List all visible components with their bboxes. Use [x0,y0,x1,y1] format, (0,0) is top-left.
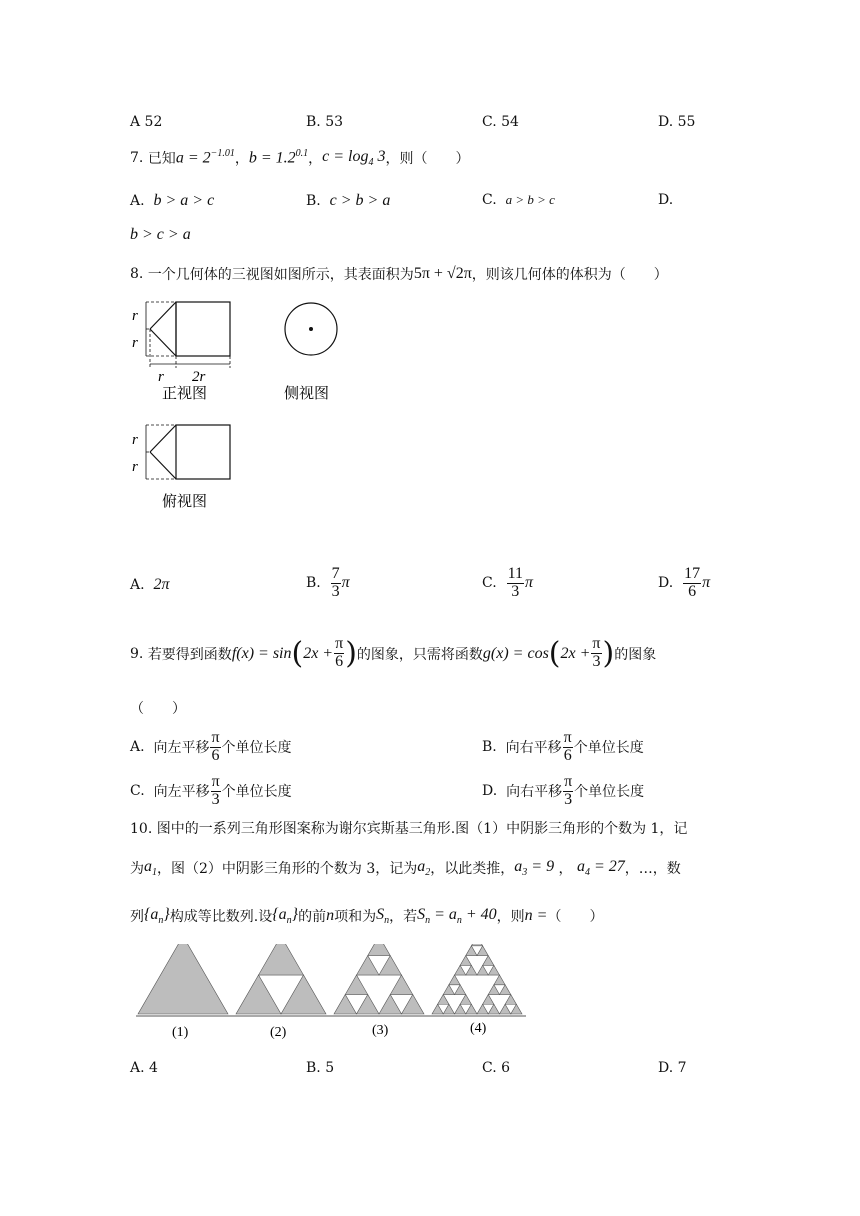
shaded-triangle-2 [259,944,304,975]
q9-paren: （ ） [130,701,186,717]
shaded-triangle-4 [443,1004,454,1014]
shaded-triangle-4 [471,944,482,946]
q8-option-c: C. $\frac{11}{3}$ π [482,565,533,600]
shaded-triangle-4 [511,1004,522,1014]
front-dim-r-top: r [132,308,138,324]
shaded-triangle-4 [494,975,505,985]
q10-stem-line3: 列 $\{a_n\}$ 构成等比数列.设 $\{a_n\}$ 的前 n 项和为 $S_n$ ，若 $S_n = a_n + 40$ ，则 n = （ ） [130,906,604,927]
shaded-triangle-4 [500,985,511,995]
shaded-triangle-3 [357,995,380,1014]
q7-a-expr: $a = 2^{-1.01}$ [175,148,235,167]
q8-option-d: D. $\frac{17}{6}$ π [658,565,711,600]
shaded-triangle-2 [236,975,281,1014]
shaded-triangle-4 [455,985,466,995]
q8-option-a: A. 2π [130,576,170,593]
q9-option-b: B. 向右平移 $\frac{\pi}{6}$ 个单位长度 [482,729,644,764]
shaded-triangle-4 [505,995,516,1005]
shaded-triangle-3 [345,975,368,994]
shaded-triangle-4 [466,965,477,975]
q6-option-a: A 52 [130,114,163,130]
q7-known: 已知 [147,151,176,168]
fig-label-2: (2) [270,1025,287,1040]
shaded-triangle-4 [477,1004,488,1014]
shaded-triangle-4 [455,965,466,975]
side-view-caption: 侧视图 [284,386,330,402]
shaded-triangle-4 [432,1004,443,1014]
shaded-triangle-2 [281,975,326,1014]
shaded-triangle-4 [488,985,499,995]
shaded-triangle-3 [390,975,413,994]
shaded-triangle-4 [460,956,471,966]
q10-option-c: C. 6 [482,1060,511,1076]
q6-option-d: D. 55 [658,114,696,130]
shaded-triangle-3 [379,956,402,975]
q6-option-c: C. 54 [482,114,519,130]
front-dim-r-bottom: r [132,335,138,351]
q7-option-d-label: D. [658,192,674,208]
q10-option-b: B. 5 [306,1060,335,1076]
side-view-center-dot [309,327,313,331]
top-dim-r-top: r [132,432,138,448]
q10-stem-line2: 为 $a_1$ ，图（2）中阴影三角形的个数为 3，记为 $a_2$ ，以此类推， $a_3 = 9$ ， $a_4 = 27$ ，…，数 [130,858,681,879]
shaded-triangle-4 [483,956,494,966]
shaded-triangle-4 [449,975,460,985]
q9-option-a: A. 向左平移 $\frac{\pi}{6}$ 个单位长度 [130,729,292,764]
shaded-triangle-1 [138,944,228,1014]
q8-option-b: B. $\frac{7}{3}$ π [306,565,350,600]
q7-number: 7. [130,150,144,167]
shaded-triangle-4 [488,1004,499,1014]
shaded-triangle-4 [466,1004,477,1014]
q8-stem: 8. 一个几何体的三视图如图所示，其表面积为 5π + √2π ，则该几何体的体积为（ ） [130,265,668,283]
q7-option-a: A. b > a > c [130,192,215,209]
shaded-triangle-4 [466,946,477,956]
shaded-triangle-3 [402,995,425,1014]
shaded-triangle-4 [477,965,488,975]
shaded-triangle-3 [368,944,391,956]
front-dim-2r: 2r [192,369,206,385]
q7-option-b: B. c > b > a [306,192,391,209]
q7-c-expr: $c = \log_4 3$ [322,148,386,169]
q6-option-b: B. 53 [306,114,344,130]
q10-option-d: D. 7 [658,1060,687,1076]
shaded-triangle-3 [379,995,402,1014]
front-dim-r-width: r [158,369,164,385]
shaded-triangle-4 [500,1004,511,1014]
fig-label-1: (1) [172,1025,189,1040]
q9-option-d: D. 向右平移 $\frac{\pi}{3}$ 个单位长度 [482,773,645,808]
shaded-triangle-4 [443,985,454,995]
top-view [146,425,230,479]
q7-then: ，则（ ） [385,151,470,168]
q7-stem: 7. 已知 $a = 2^{-1.01}$ ， $b = 1.2^{0.1}$ ， $c = \log_4 3$ ，则（ ） [130,148,470,169]
q7-option-d: b > c > a [130,226,191,243]
q7-option-c: C. a > b > c [482,192,555,208]
q9-f-lhs: f(x) = sin [231,644,292,662]
q9-stem: 9. 若要得到函数 f(x) = sin ( 2x + $\frac{\pi}{6}$ ) 的图象，只需将函数 g(x) = cos ( 2x + $\frac{\pi}{3}$ ) 的图象 [130,635,657,671]
shaded-triangle-3 [357,956,380,975]
top-dim-r-bottom: r [132,459,138,475]
q9-g-lhs: g(x) = cos [482,644,549,662]
q9-option-c: C. 向左平移 $\frac{\pi}{3}$ 个单位长度 [130,773,292,808]
top-view-caption: 俯视图 [162,494,208,510]
q8-area-expr: 5π + √2π [413,265,472,282]
shaded-triangle-4 [488,965,499,975]
q10-option-a: A. 4 [130,1060,158,1076]
shaded-triangle-4 [477,946,488,956]
fig-label-4: (4) [470,1021,487,1036]
shaded-triangle-4 [460,995,471,1005]
shaded-triangle-3 [334,995,357,1014]
fig-label-3: (3) [372,1023,389,1038]
q8-three-views-figure [126,290,366,520]
q10-stem-line1: 10. 图中的一系列三角形图案称为谢尔宾斯基三角形.图（1）中阴影三角形的个数为 1，记 [130,821,688,837]
shaded-triangle-4 [455,1004,466,1014]
q10-sierpinski-figure [134,944,534,1044]
shaded-triangle-4 [438,995,449,1005]
shaded-triangle-4 [483,995,494,1005]
front-view [146,302,230,368]
q7-b-expr: $b = 1.2^{0.1}$ [248,148,309,167]
front-view-caption: 正视图 [162,386,208,402]
